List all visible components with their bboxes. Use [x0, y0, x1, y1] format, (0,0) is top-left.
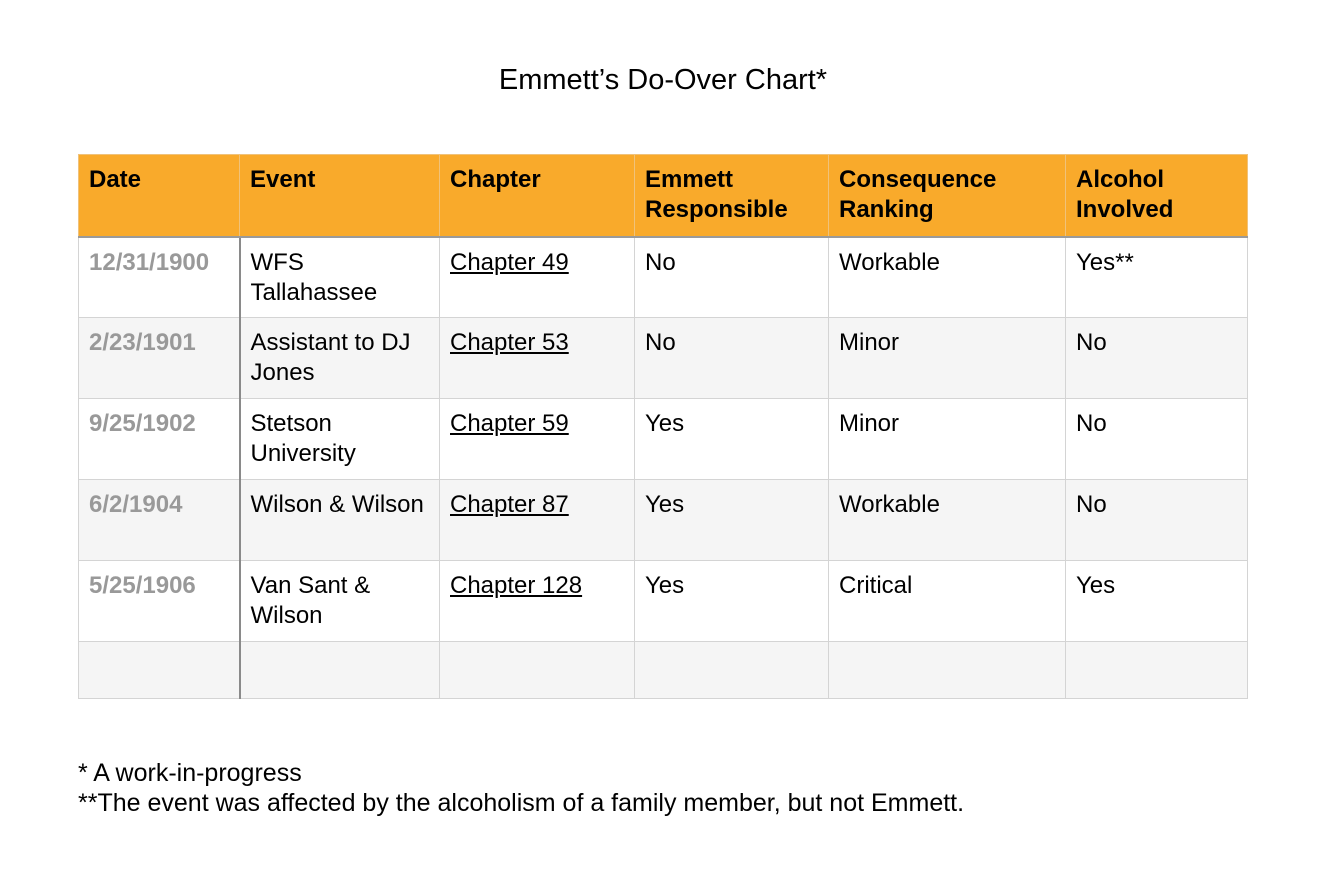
chapter-cell	[440, 480, 635, 561]
empty-row	[79, 642, 1248, 699]
chapter-link[interactable]: Chapter 128	[450, 572, 583, 599]
date-cell: 2/23/1901	[79, 318, 240, 399]
footnote-work-in-progress: * A work-in-progress	[78, 759, 302, 787]
date-cell: 9/25/1902	[79, 399, 240, 480]
alcohol-cell: No	[1066, 318, 1248, 399]
chapter-cell	[440, 399, 635, 480]
column-header-chapter: Chapter	[440, 155, 635, 237]
column-header-alcohol-involved: Alcohol Involved	[1066, 155, 1248, 237]
chapter-link[interactable]: Chapter 49	[450, 248, 569, 276]
ranking-cell: Workable	[829, 480, 1066, 561]
empty-cell[interactable]	[829, 642, 1066, 699]
table-row	[79, 561, 1248, 642]
ranking-cell: Minor	[829, 318, 1066, 399]
ranking-cell: Minor	[829, 399, 1066, 480]
event-cell: Stetson University	[240, 399, 440, 480]
chapter-cell	[440, 561, 635, 642]
empty-cell[interactable]	[1066, 642, 1248, 699]
chapter-link[interactable]: Chapter 59	[450, 410, 569, 437]
table-row	[79, 318, 1248, 399]
ranking-cell: Workable	[829, 237, 1066, 318]
table-row	[79, 399, 1248, 480]
chapter-cell	[440, 237, 635, 318]
footnotes	[78, 758, 964, 818]
empty-cell[interactable]	[240, 642, 440, 699]
date-cell: 6/2/1904	[79, 480, 240, 561]
ranking-cell: Critical	[829, 561, 1066, 642]
alcohol-cell: Yes**	[1066, 237, 1248, 318]
table-row	[79, 480, 1248, 561]
chapter-link[interactable]: Chapter 87	[450, 491, 569, 518]
event-cell: WFS Tallahassee	[240, 237, 440, 318]
chapter-link[interactable]: Chapter 53	[450, 329, 569, 356]
date-cell: 5/25/1906	[79, 561, 240, 642]
empty-cell[interactable]	[635, 642, 829, 699]
do-over-table	[78, 154, 1248, 699]
event-cell: Assistant to DJ Jones	[240, 318, 440, 399]
column-header-date: Date	[79, 155, 240, 237]
chart-title: Emmett’s Do-Over Chart*	[498, 64, 828, 96]
empty-cell[interactable]	[440, 642, 635, 699]
responsible-cell: No	[635, 318, 829, 399]
event-cell: Van Sant & Wilson	[240, 561, 440, 642]
responsible-cell: Yes	[635, 561, 829, 642]
column-header-event: Event	[240, 155, 440, 237]
table-row	[79, 237, 1248, 318]
chapter-cell	[440, 318, 635, 399]
alcohol-cell: No	[1066, 480, 1248, 561]
date-cell: 12/31/1900	[79, 237, 240, 318]
footnote-alcohol: **The event was affected by the alcoholism of a family member, but not Emmett.	[78, 789, 965, 817]
alcohol-cell: No	[1066, 399, 1248, 480]
empty-cell[interactable]	[79, 642, 240, 699]
responsible-cell: Yes	[635, 480, 829, 561]
column-header-consequence-ranking: Consequence Ranking	[829, 155, 1066, 237]
event-cell: Wilson & Wilson	[240, 480, 440, 561]
column-header-emmett-responsible: Emmett Responsible	[635, 155, 829, 237]
header-row	[79, 155, 1248, 237]
alcohol-cell: Yes	[1066, 561, 1248, 642]
responsible-cell: No	[635, 237, 829, 318]
responsible-cell: Yes	[635, 399, 829, 480]
